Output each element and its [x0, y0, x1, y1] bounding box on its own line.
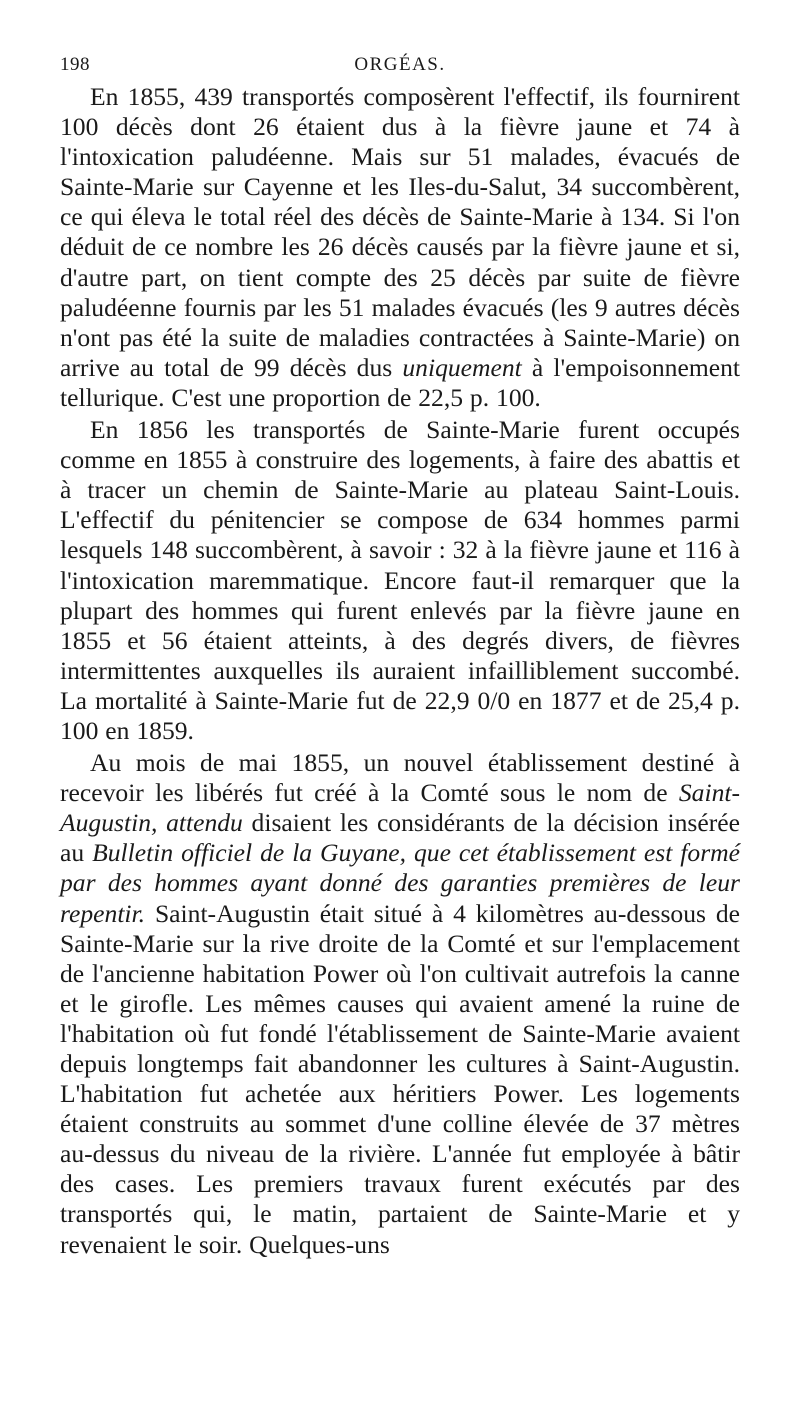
text-segment: à l'empoisonnement tellurique. C'est une proportion de 22,5 p. 100. [60, 352, 740, 412]
body-text [60, 82, 740, 1260]
paragraph-1855-mortality [60, 82, 740, 413]
italic-segment: Saint-Augustin, attendu [60, 778, 740, 838]
paragraph-saint-augustin [60, 748, 740, 1260]
running-title: ORGÉAS. [354, 54, 446, 75]
text-segment: Saint-Augustin était situé à 4 kilomètres au-dessous de Sainte-Marie sur la rive droite de la Comté et sur l'emplacement de l'ancienne habitation Power où l'on cultivait autrefois la canne et le girofle. Les mêmes causes qui avaient amené la ruine de l'habitation où fut fondé l'établissement de Sainte-Marie avaient depuis longtemps fait abandonner les cultures à Saint-Augustin. L'habitation fut achetée aux héritiers Power. Les logements étaient construits au sommet d'une colline élevée de 37 mètres au-dessus du niveau de la rivière. L'année fut employée à bâtir des cases. Les premiers travaux furent exécutés par des transportés qui, le matin, partaient de Sainte-Marie et y revenaient le soir. Quelques-uns [60, 898, 740, 1259]
text-segment: Au mois de mai 1855, un nouvel établissement destiné à recevoir les libérés fut créé à la Comté sous le nom de [60, 748, 740, 808]
page-header [60, 48, 740, 82]
paragraph-1856-works [60, 415, 740, 746]
italic-segment: Bulletin officiel de la Guyane, que cet établissement est formé par des hommes ayant donné des garanties premières de leur repentir. [60, 838, 740, 928]
book-page [60, 48, 740, 1260]
text-segment: En 1855, 439 transportés composèrent l'effectif, ils fournirent 100 décès dont 26 étaient dus à la fièvre jaune et 74 à l'intoxication paludéenne. Mais sur 51 malades, évacués de Sainte-Marie sur Cayenne et les Iles-du-Salut, 34 succombèrent, ce qui éleva le total réel des décès de Sainte-Marie à 134. Si l'on déduit de ce nombre les 26 décès causés par la fièvre jaune et si, d'autre part, on tient compte des 25 décès par suite de fièvre paludéenne fournis par les 51 malades évacués (les 9 autres décès n'ont pas été la suite de maladies contractées à Sainte-Marie) on arrive au total de 99 décès dus [60, 82, 740, 382]
text-segment: disaient les considérants de la décision insérée au [60, 808, 740, 868]
page-number: 198 [60, 54, 90, 75]
text-segment: En 1856 les transportés de Sainte-Marie furent occupés comme en 1855 à construire des logements, à faire des abattis et à tracer un chemin de Sainte-Marie au plateau Saint-Louis. L'effectif du pénitencier se compose de 634 hommes parmi lesquels 148 succombèrent, à savoir : 32 à la fièvre jaune et 116 à l'intoxication maremmatique. Encore faut-il remarquer que la plupart des hommes qui furent enlevés par la fièvre jaune en 1855 et 56 étaient atteints, à des degrés divers, de fièvres intermittentes auxquelles ils auraient infailliblement succombé. La mortalité à Sainte-Marie fut de 22,9 0/0 en 1877 et de 25,4 p. 100 en 1859. [60, 415, 740, 745]
italic-segment: uniquement [402, 352, 522, 382]
